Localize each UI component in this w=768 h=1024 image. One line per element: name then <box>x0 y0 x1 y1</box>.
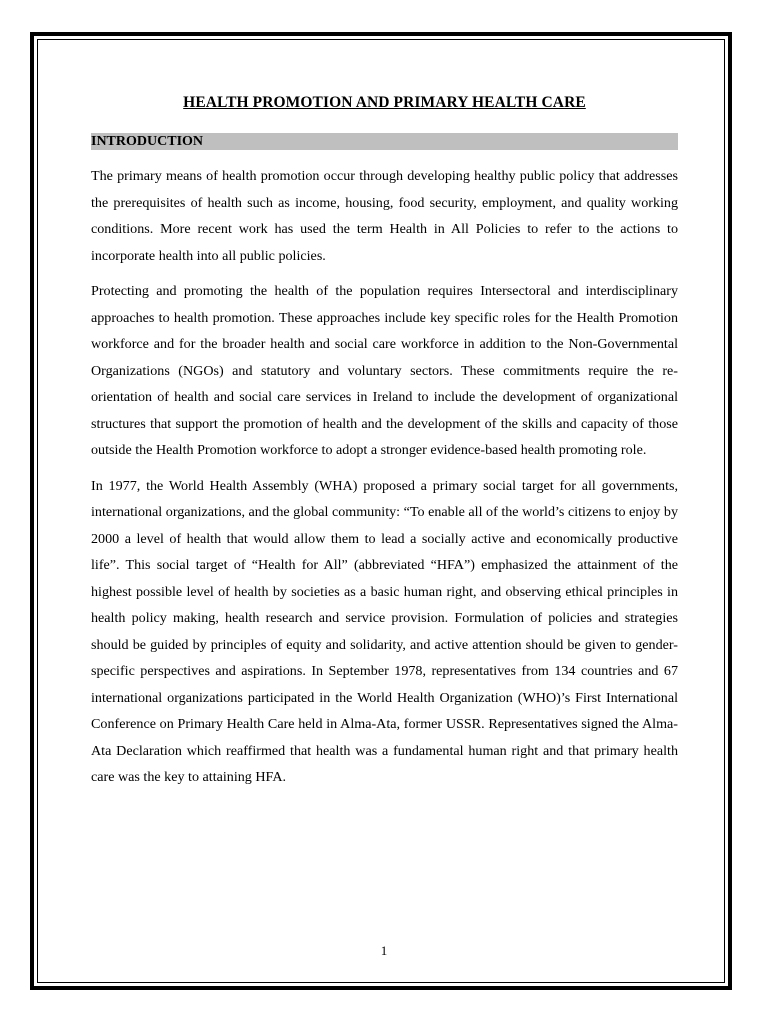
document-title: HEALTH PROMOTION AND PRIMARY HEALTH CARE <box>183 94 586 111</box>
paragraph-1: The primary means of health promotion occur through developing healthy public policy that addresses the prerequisites of health such as income, housing, food security, employment, and quality working conditions. More recent work has used the term Health in All Policies to refer to the actions to incorporate health into all public policies. <box>91 168 678 264</box>
document-body <box>91 92 678 800</box>
section-heading-introduction: INTRODUCTION <box>91 133 678 150</box>
paragraph-3: In 1977, the World Health Assembly (WHA) proposed a primary social target for all governments, international organizations, and the global community: “To enable all of the world’s citizens to enjoy by 2000 a level of health that would allow them to lead a socially active and economically productive life”. This social target of “Health for All” (abbreviated “HFA”) emphasized the attainment of the highest possible level of health by societies as a basic human right, and observing ethical principles in health policy making, health research and service provision. Formulation of policies and strategies should be guided by principles of equity and solidarity, and active attention should be given to gender-specific perspectives and aspirations. In September 1978, representatives from 134 countries and 67 international organizations participated in the World Health Organization (WHO)’s First International Conference on Primary Health Care held in Alma-Ata, former USSR. Representatives signed the Alma-Ata Declaration which reaffirmed that health was a fundamental human right and that primary health care was the key to attaining HFA. <box>91 477 678 785</box>
page-number: 1 <box>380 943 388 958</box>
paragraph-2: Protecting and promoting the health of the population requires Intersectoral and interdisciplinary approaches to health promotion. These approaches include key specific roles for the Health Promotion workforce and for the broader health and social care workforce in addition to the Non-Governmental Organizations (NGOs) and statutory and voluntary sectors. These commitments require the re-orientation of health and social care services in Ireland to include the development of organizational structures that support the promotion of health and the development of the skills and capacity of those outside the Health Promotion workforce to adopt a stronger evidence-based health promoting role. <box>91 283 678 458</box>
